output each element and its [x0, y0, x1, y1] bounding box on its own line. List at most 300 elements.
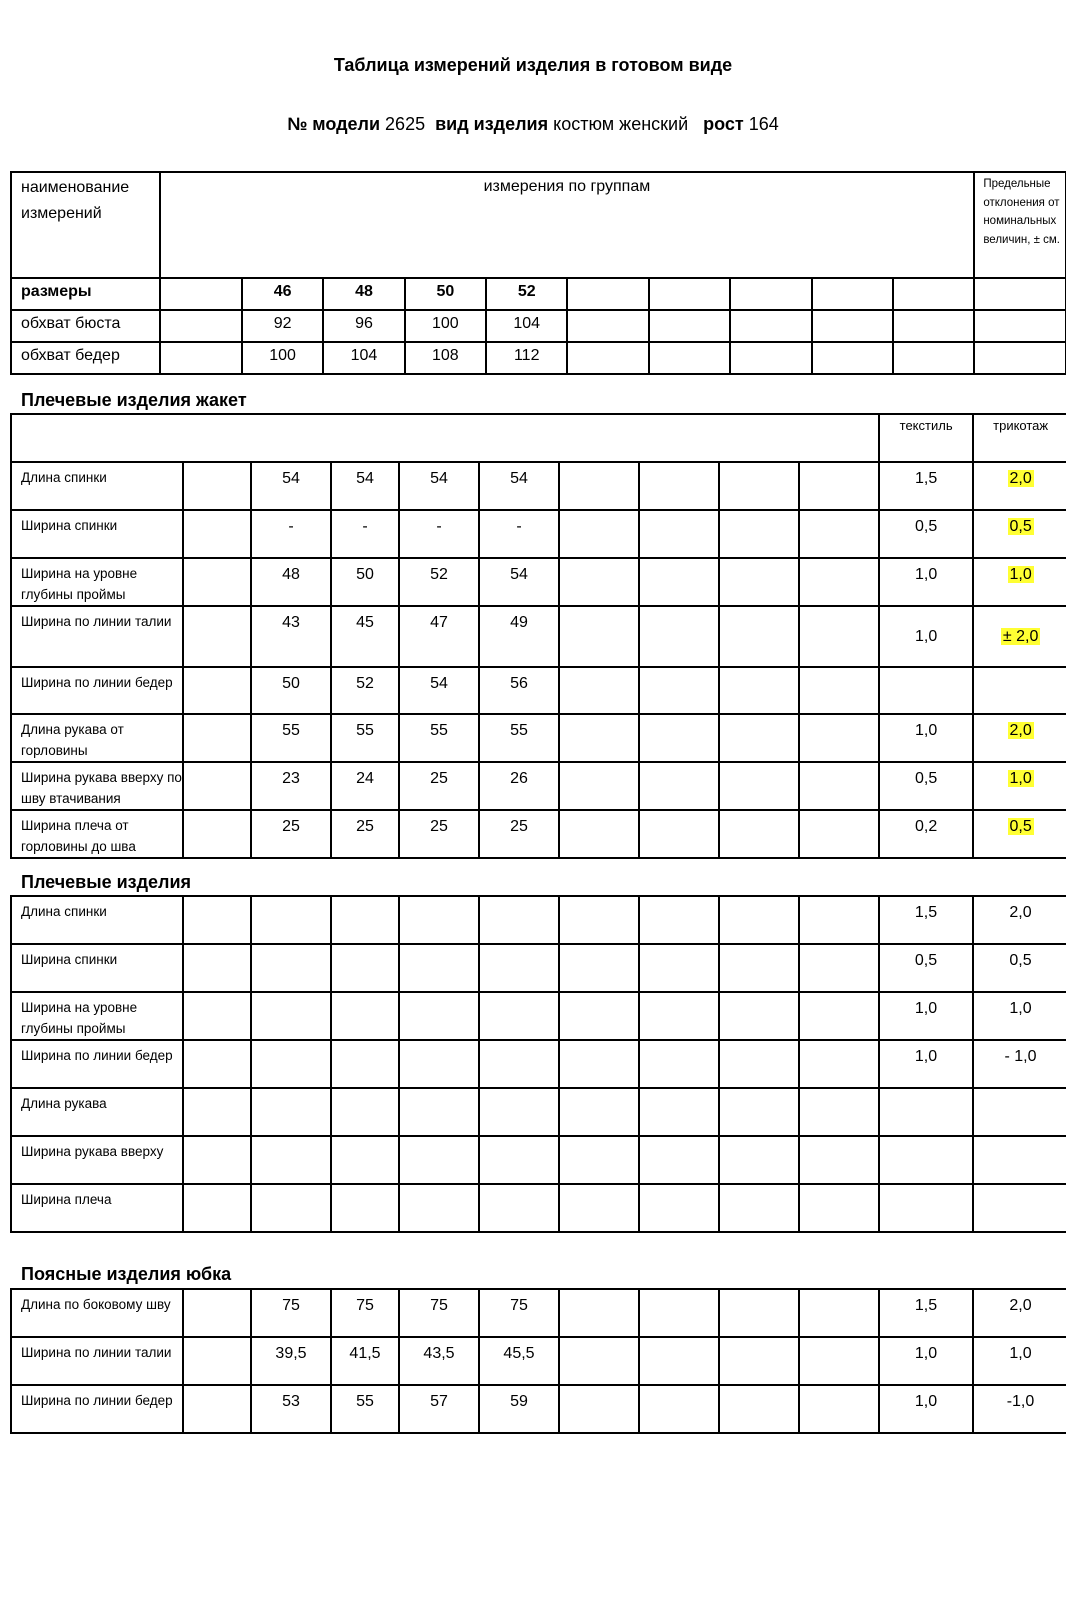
model-line [0, 114, 1066, 135]
table-row [11, 310, 1066, 342]
empty-cell [331, 896, 399, 944]
empty-cell [559, 944, 639, 992]
empty-cell [331, 1184, 399, 1232]
table-row [11, 1136, 1066, 1184]
jacket-header-blank [11, 414, 879, 462]
empty-cell [559, 510, 639, 558]
empty-cell [639, 992, 719, 1040]
size-value: 53 [251, 1385, 331, 1433]
table-row [11, 510, 1066, 558]
height-label: рост [703, 114, 744, 134]
measurement-name: Длина рукава [11, 1088, 183, 1136]
empty-cell [799, 1136, 879, 1184]
empty-cell [559, 810, 639, 858]
empty-cell [719, 1184, 799, 1232]
knit-tolerance: 0,5 [973, 944, 1066, 992]
section-title-skirt: Поясные изделия юбка [21, 1264, 232, 1284]
empty-cell [183, 667, 251, 714]
empty-cell [719, 667, 799, 714]
textile-tolerance [879, 1088, 973, 1136]
table-row [11, 944, 1066, 992]
size-value: 104 [323, 342, 404, 374]
size-value: 59 [479, 1385, 559, 1433]
empty-cell [974, 310, 1066, 342]
measurement-name: Ширина по линии талии [11, 1337, 183, 1385]
size-value: 26 [479, 762, 559, 810]
empty-cell [183, 1088, 251, 1136]
empty-cell [799, 1184, 879, 1232]
size-value: 43,5 [399, 1337, 479, 1385]
highlighted-value: 1,0 [1009, 566, 1032, 583]
size-value: 55 [399, 714, 479, 762]
empty-cell [639, 896, 719, 944]
empty-cell [251, 896, 331, 944]
empty-cell [639, 1040, 719, 1088]
table-row [11, 1289, 1066, 1337]
empty-cell [799, 714, 879, 762]
size-value: - [479, 510, 559, 558]
empty-cell [399, 896, 479, 944]
empty-cell [639, 944, 719, 992]
type-value: костюм женский [553, 114, 689, 134]
empty-cell [183, 1136, 251, 1184]
empty-cell [812, 278, 893, 310]
shoulder-table [10, 895, 1066, 1233]
empty-cell [479, 896, 559, 944]
model-value: 2625 [385, 114, 426, 134]
empty-cell [649, 310, 730, 342]
empty-cell [251, 1040, 331, 1088]
empty-cell [183, 762, 251, 810]
size-value: 43 [251, 606, 331, 667]
empty-cell [251, 1136, 331, 1184]
textile-tolerance: 1,0 [879, 992, 973, 1040]
empty-cell [479, 1136, 559, 1184]
empty-cell [719, 1385, 799, 1433]
empty-cell [799, 896, 879, 944]
empty-cell [649, 278, 730, 310]
empty-cell [639, 462, 719, 510]
knit-tolerance [973, 714, 1066, 762]
textile-header: текстиль [879, 414, 973, 462]
knit-tolerance [973, 462, 1066, 510]
empty-cell [719, 606, 799, 667]
jacket-table [10, 413, 1066, 859]
empty-cell [559, 992, 639, 1040]
empty-cell [331, 992, 399, 1040]
empty-cell [559, 1136, 639, 1184]
table-row [11, 762, 1066, 810]
knit-tolerance: 2,0 [973, 896, 1066, 944]
empty-cell [799, 606, 879, 667]
empty-cell [160, 278, 242, 310]
size-value: 108 [405, 342, 486, 374]
empty-cell [183, 896, 251, 944]
size-value: 39,5 [251, 1337, 331, 1385]
measurement-name: Ширина спинки [11, 944, 183, 992]
empty-cell [479, 1184, 559, 1232]
empty-cell [639, 1337, 719, 1385]
empty-cell [730, 342, 811, 374]
empty-cell [799, 667, 879, 714]
empty-cell [559, 606, 639, 667]
row-name: обхват бедер [11, 342, 160, 374]
textile-tolerance: 0,5 [879, 944, 973, 992]
empty-cell [799, 462, 879, 510]
table-row [11, 1184, 1066, 1232]
empty-cell [183, 462, 251, 510]
size-value: 52 [399, 558, 479, 606]
empty-cell [183, 606, 251, 667]
size-table [10, 171, 1066, 375]
highlighted-value: 2,0 [1009, 722, 1032, 739]
section-title-jacket: Плечевые изделия жакет [21, 390, 247, 410]
size-value: 54 [399, 667, 479, 714]
knit-tolerance [973, 558, 1066, 606]
empty-cell [639, 762, 719, 810]
measurement-name: Ширина рукава вверху [11, 1136, 183, 1184]
empty-cell [559, 1289, 639, 1337]
empty-cell [479, 1088, 559, 1136]
empty-cell [251, 1184, 331, 1232]
measurement-name: Длина спинки [11, 896, 183, 944]
empty-cell [639, 558, 719, 606]
empty-cell [559, 714, 639, 762]
empty-cell [799, 944, 879, 992]
size-value: 45 [331, 606, 399, 667]
empty-cell [331, 944, 399, 992]
page-title: Таблица измерений изделия в готовом виде [333, 55, 733, 75]
empty-cell [799, 510, 879, 558]
empty-cell [559, 667, 639, 714]
textile-tolerance: 1,0 [879, 1337, 973, 1385]
empty-cell [893, 342, 974, 374]
size-value: 55 [251, 714, 331, 762]
knit-tolerance: 1,0 [973, 1337, 1066, 1385]
size-value: - [331, 510, 399, 558]
textile-tolerance: 1,5 [879, 896, 973, 944]
knit-tolerance [973, 1184, 1066, 1232]
measurement-name: Ширина по линии талии [11, 606, 183, 667]
empty-cell [479, 1040, 559, 1088]
size-value: 54 [399, 462, 479, 510]
knit-tolerance [973, 762, 1066, 810]
size-value: 100 [405, 310, 486, 342]
textile-tolerance: 1,5 [879, 462, 973, 510]
table-row [11, 1385, 1066, 1433]
empty-cell [730, 310, 811, 342]
empty-cell [719, 944, 799, 992]
table-row [11, 810, 1066, 858]
textile-tolerance: 1,0 [879, 1385, 973, 1433]
size-value: 100 [242, 342, 323, 374]
empty-cell [719, 1289, 799, 1337]
empty-cell [559, 1385, 639, 1433]
empty-cell [719, 896, 799, 944]
empty-cell [183, 1337, 251, 1385]
measurement-name: Длина по боковому шву [11, 1289, 183, 1337]
measurement-name: Ширина рукава вверху по шву втачивания [11, 762, 183, 810]
empty-cell [567, 342, 648, 374]
measurement-name: Ширина плеча [11, 1184, 183, 1232]
measurement-name: Ширина по линии бедер [11, 667, 183, 714]
height-value: 164 [748, 114, 779, 134]
empty-cell [183, 714, 251, 762]
empty-cell [812, 342, 893, 374]
size-value: 25 [399, 810, 479, 858]
size-value: 46 [242, 278, 323, 310]
size-value: 75 [251, 1289, 331, 1337]
measurement-name: Длина спинки [11, 462, 183, 510]
textile-tolerance [879, 1136, 973, 1184]
empty-cell [399, 1136, 479, 1184]
size-value: 96 [323, 310, 404, 342]
textile-tolerance: 1,5 [879, 1289, 973, 1337]
type-label: вид изделия [435, 114, 549, 134]
table-row [11, 462, 1066, 510]
empty-cell [160, 342, 242, 374]
size-value: 25 [399, 762, 479, 810]
empty-cell [799, 1337, 879, 1385]
knit-tolerance: - 1,0 [973, 1040, 1066, 1088]
empty-cell [559, 1337, 639, 1385]
measurement-name: Ширина спинки [11, 510, 183, 558]
textile-tolerance [879, 667, 973, 714]
empty-cell [639, 1385, 719, 1433]
empty-cell [719, 558, 799, 606]
empty-cell [799, 1385, 879, 1433]
empty-cell [399, 1184, 479, 1232]
empty-cell [639, 606, 719, 667]
empty-cell [183, 992, 251, 1040]
highlighted-value: 0,5 [1009, 818, 1032, 835]
measurement-name: Длина рукава от горловины [11, 714, 183, 762]
empty-cell [799, 1040, 879, 1088]
empty-cell [799, 762, 879, 810]
highlighted-value: 1,0 [1009, 770, 1032, 787]
empty-cell [639, 510, 719, 558]
empty-cell [559, 762, 639, 810]
empty-cell [331, 1040, 399, 1088]
empty-cell [559, 1040, 639, 1088]
measurement-name: Ширина плеча от горловины до шва [11, 810, 183, 858]
empty-cell [799, 1088, 879, 1136]
empty-cell [719, 510, 799, 558]
textile-tolerance: 0,5 [879, 762, 973, 810]
tolerance-header: Предельные отклонения от номинальных величин, ± см. [974, 172, 1066, 278]
table-row [11, 558, 1066, 606]
knit-tolerance: 1,0 [973, 992, 1066, 1040]
size-value: 55 [331, 714, 399, 762]
empty-cell [799, 1289, 879, 1337]
table-row [11, 278, 1066, 310]
size-value: 75 [479, 1289, 559, 1337]
table-row [11, 1337, 1066, 1385]
size-value: 75 [331, 1289, 399, 1337]
size-value: 55 [479, 714, 559, 762]
table-row [11, 1040, 1066, 1088]
section-title-shoulder: Плечевые изделия [21, 872, 192, 892]
knit-tolerance [973, 667, 1066, 714]
empty-cell [799, 558, 879, 606]
row-name: обхват бюста [11, 310, 160, 342]
textile-tolerance: 1,0 [879, 714, 973, 762]
size-value: 54 [251, 462, 331, 510]
empty-cell [399, 1040, 479, 1088]
empty-cell [719, 762, 799, 810]
table-row [11, 896, 1066, 944]
size-value: 75 [399, 1289, 479, 1337]
knit-tolerance [973, 510, 1066, 558]
textile-tolerance: 1,0 [879, 1040, 973, 1088]
empty-cell [559, 1088, 639, 1136]
empty-cell [812, 310, 893, 342]
empty-cell [639, 1184, 719, 1232]
empty-cell [251, 1088, 331, 1136]
measurement-name: Ширина на уровне глубины проймы [11, 558, 183, 606]
size-value: 25 [331, 810, 399, 858]
empty-cell [893, 310, 974, 342]
table-row [11, 342, 1066, 374]
size-value: 55 [331, 1385, 399, 1433]
knit-tolerance [973, 606, 1066, 667]
size-value: - [251, 510, 331, 558]
empty-cell [183, 558, 251, 606]
highlighted-value: 0,5 [1009, 518, 1032, 535]
size-value: 50 [331, 558, 399, 606]
empty-cell [719, 1136, 799, 1184]
table-row [11, 992, 1066, 1040]
textile-tolerance [879, 1184, 973, 1232]
row-name: размеры [11, 278, 160, 310]
textile-tolerance: 0,2 [879, 810, 973, 858]
knit-tolerance [973, 810, 1066, 858]
groups-header: измерения по группам [160, 172, 975, 278]
empty-cell [183, 510, 251, 558]
size-value: 23 [251, 762, 331, 810]
empty-cell [730, 278, 811, 310]
textile-tolerance: 0,5 [879, 510, 973, 558]
empty-cell [251, 992, 331, 1040]
knit-header: трикотаж [973, 414, 1066, 462]
size-value: 41,5 [331, 1337, 399, 1385]
size-value: 48 [251, 558, 331, 606]
name-header: наименование измерений [11, 172, 160, 278]
empty-cell [183, 1040, 251, 1088]
empty-cell [479, 992, 559, 1040]
size-value: 112 [486, 342, 567, 374]
measurement-name: Ширина по линии бедер [11, 1040, 183, 1088]
knit-tolerance: -1,0 [973, 1385, 1066, 1433]
measurement-name: Ширина на уровне глубины проймы [11, 992, 183, 1040]
size-value: 24 [331, 762, 399, 810]
empty-cell [559, 462, 639, 510]
knit-tolerance: 2,0 [973, 1289, 1066, 1337]
size-value: 47 [399, 606, 479, 667]
size-value: - [399, 510, 479, 558]
empty-cell [639, 667, 719, 714]
empty-cell [559, 896, 639, 944]
empty-cell [719, 1088, 799, 1136]
skirt-table [10, 1288, 1066, 1434]
size-value: 54 [331, 462, 399, 510]
highlighted-value: ± 2,0 [1002, 627, 1039, 645]
empty-cell [399, 1088, 479, 1136]
empty-cell [567, 278, 648, 310]
empty-cell [251, 944, 331, 992]
empty-cell [719, 714, 799, 762]
empty-cell [183, 1385, 251, 1433]
empty-cell [399, 944, 479, 992]
size-value: 56 [479, 667, 559, 714]
empty-cell [559, 1184, 639, 1232]
empty-cell [719, 1337, 799, 1385]
empty-cell [639, 714, 719, 762]
size-value: 54 [479, 462, 559, 510]
empty-cell [183, 1184, 251, 1232]
empty-cell [399, 992, 479, 1040]
empty-cell [183, 1289, 251, 1337]
textile-tolerance: 1,0 [879, 606, 973, 667]
empty-cell [719, 1040, 799, 1088]
empty-cell [719, 810, 799, 858]
empty-cell [799, 810, 879, 858]
size-value: 49 [479, 606, 559, 667]
empty-cell [639, 1289, 719, 1337]
table-row [11, 667, 1066, 714]
empty-cell [799, 992, 879, 1040]
size-value: 92 [242, 310, 323, 342]
empty-cell [639, 810, 719, 858]
empty-cell [331, 1136, 399, 1184]
empty-cell [183, 944, 251, 992]
highlighted-value: 2,0 [1009, 470, 1032, 487]
empty-cell [974, 342, 1066, 374]
empty-cell [893, 278, 974, 310]
empty-cell [719, 462, 799, 510]
size-value: 50 [251, 667, 331, 714]
size-value: 50 [405, 278, 486, 310]
size-value: 104 [486, 310, 567, 342]
empty-cell [639, 1088, 719, 1136]
knit-tolerance [973, 1088, 1066, 1136]
size-value: 52 [486, 278, 567, 310]
table-row [11, 714, 1066, 762]
size-value: 57 [399, 1385, 479, 1433]
size-value: 48 [323, 278, 404, 310]
empty-cell [331, 1088, 399, 1136]
knit-tolerance [973, 1136, 1066, 1184]
table-row [11, 1088, 1066, 1136]
table-row [11, 606, 1066, 667]
empty-cell [974, 278, 1066, 310]
empty-cell [649, 342, 730, 374]
empty-cell [719, 992, 799, 1040]
size-value: 45,5 [479, 1337, 559, 1385]
empty-cell [183, 810, 251, 858]
size-value: 52 [331, 667, 399, 714]
size-value: 25 [479, 810, 559, 858]
empty-cell [160, 310, 242, 342]
size-value: 54 [479, 558, 559, 606]
measurement-name: Ширина по линии бедер [11, 1385, 183, 1433]
empty-cell [567, 310, 648, 342]
textile-tolerance: 1,0 [879, 558, 973, 606]
model-label: № модели [287, 114, 381, 134]
size-value: 25 [251, 810, 331, 858]
empty-cell [559, 558, 639, 606]
empty-cell [639, 1136, 719, 1184]
